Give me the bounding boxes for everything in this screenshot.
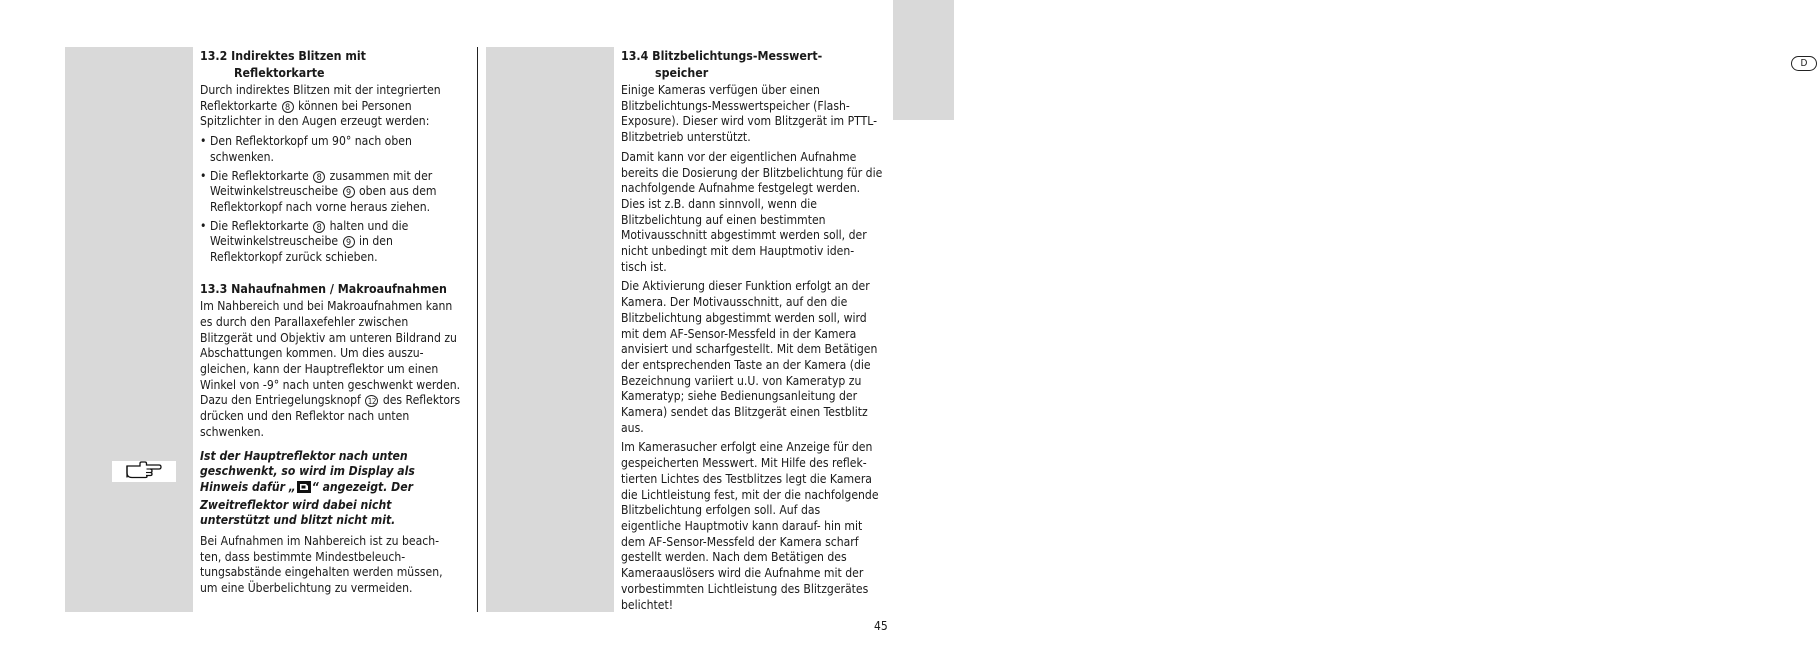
pointing-hand-icon <box>124 460 164 483</box>
ref-8-marker: 8 <box>313 221 325 233</box>
list-item: • Den Reflektorkopf um 90° nach oben schwenken. <box>200 134 462 165</box>
paragraph: Im Kamerasucher erfolgt eine Anzeige für den gespeicherten Messwert. Mit Hilfe des reflek- tierten Lichtes des Testblitzes legt die Kamera die Lichtleistung fest, mit der die nachfolgende Blitzbelichtung erfolgen soll. Auf das eigentliche Hauptmotiv kann darauf- hin mit dem AF-Sensor-Messfeld der Kamera scharf gestellt werden. Nach dem Betätigen des Kameraauslösers wird die Aufnahme mit der vorbestimmten Lichtleistung des Blitzgerätes belichtet! <box>621 440 879 612</box>
language-tab <box>893 0 1808 120</box>
ref-12-marker: 12 <box>365 395 378 407</box>
section-13-4-title: 13.4 Blitzbelichtungs-Messwert- speicher <box>621 49 823 80</box>
tilted-reflector-display-icon <box>297 481 311 498</box>
ref-9-marker: 9 <box>343 186 355 198</box>
left-column <box>200 48 462 600</box>
left-margin-bar <box>65 47 193 612</box>
column-divider <box>477 47 478 612</box>
page-number: 45 <box>874 619 888 633</box>
right-margin-bar <box>486 47 614 612</box>
section-13-3-paragraph: Im Nahbereich und bei Makroaufnahmen kann es durch den Parallaxefehler zwischen Blitzgerät und Objektiv am unteren Bildrand zu Abschattungen kommen. Um dies auszu- gleichen, kann der Hauptreflektor um einen Winkel von -9° nach unten geschwenkt werden. Dazu den Entriegelungsknopf 12 des Reflektors drücken und den Reflektor nach unten schwenken. <box>200 299 461 439</box>
section-13-2-title: 13.2 Indirektes Blitzen mit Reflektorkarte <box>200 49 366 80</box>
paragraph: Die Aktivierung dieser Funktion erfolgt an der Kamera. Der Motivausschnitt, auf den die Blitzbelichtung abgestimmt werden soll, wird mit dem AF-Sensor-Messfeld in der Kamera anvisiert und scharfgestellt. Mit dem Betätigen der entsprechenden Taste an der Kamera (die Bezeichnung variiert u.U. von Kameratyp zu Kameratyp; siehe Bedienungsanleitung der Kamera) sendet das Blitzgerät einen Testblitz aus. <box>621 279 878 435</box>
ref-8-marker: 8 <box>313 171 325 183</box>
ref-8-marker: 8 <box>282 101 294 113</box>
ref-9-marker: 9 <box>343 236 355 248</box>
paragraph: Einige Kameras verfügen über einen Blitzbelichtungs-Messwertspeicher (Flash-Exposure). Dieser wird vom Blitzgerät im PTTL-Blitzbetrieb unterstützt. <box>621 83 878 145</box>
language-badge: D <box>1791 56 1817 71</box>
section-13-3-title: 13.3 Nahaufnahmen / Makroaufnahmen <box>200 281 447 296</box>
list-item: • Die Reflektorkarte 8 zusammen mit der Weitwinkelstreuscheibe 9 oben aus dem Reflektorkopf nach vorne heraus ziehen. <box>200 169 462 216</box>
section-13-3-paragraph-2: Bei Aufnahmen im Nahbereich ist zu beach- ten, dass bestimmte Mindestbeleuch- tungsabstände eingehalten werden müssen, um eine Überbelichtung zu vermeiden. <box>200 534 443 596</box>
right-column <box>621 48 883 617</box>
note-text: Ist der Hauptreflektor nach unten geschwenkt, so wird im Display als Hinweis dafür „ “ angezeigt. Der Zweitreflektor wird dabei nicht unterstützt und blitzt nicht mit. <box>200 448 415 528</box>
section-13-2-intro: Durch indirektes Blitzen mit der integrierten Reflektorkarte 8 können bei Personen Spitzlichter in den Augen erzeugt werden: <box>200 83 441 129</box>
note-marker <box>112 461 176 482</box>
list-item: • Die Reflektorkarte 8 halten und die Weitwinkelstreuscheibe 9 in den Reflektorkopf zurück schieben. <box>200 219 462 266</box>
paragraph: Damit kann vor der eigentlichen Aufnahme bereits die Dosierung der Blitzbelichtung für die nachfolgende Aufnahme festgelegt werden. Dies ist z.B. dann sinnvoll, wenn die Blitzbelichtung auf einen bestimmten Motivausschnitt abgestimmt werden soll, der nicht unbedingt mit dem Hauptmotiv iden- tisch ist. <box>621 149 883 274</box>
instruction-list <box>200 134 462 266</box>
